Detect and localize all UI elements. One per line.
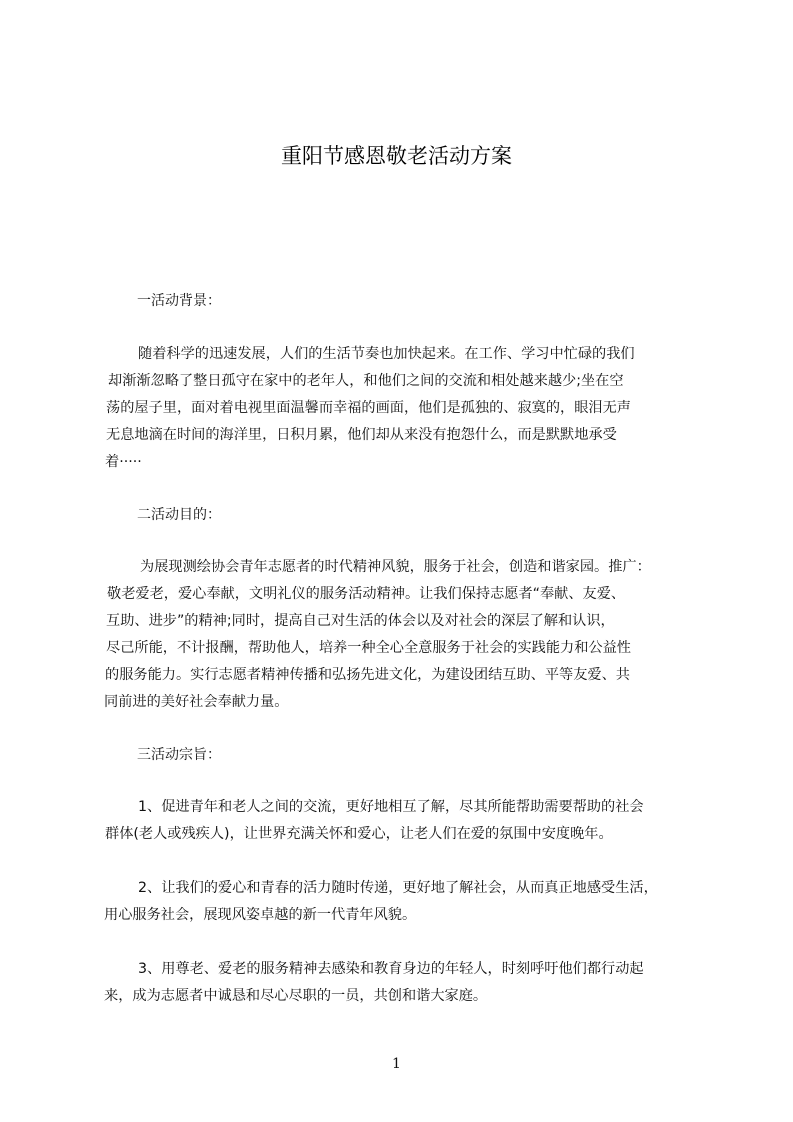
paragraph-line: 互助、进步”的精神;同时，提高自己对生活的体会以及对社会的深层了解和认识，	[106, 613, 615, 629]
paragraph-line: 1、促进青年和老人之间的交流，更好地相互了解，尽其所能帮助需要帮助的社会	[138, 799, 644, 815]
section-heading-background: 一活动背景：	[137, 293, 221, 309]
document-title: 重阳节感恩敬老活动方案	[281, 144, 512, 168]
section-heading-tenet: 三活动宗旨：	[137, 747, 221, 763]
paragraph-line: 无息地滴在时间的海洋里，日积月累，他们却从来没有抱怨什么，而是默默地承受	[106, 427, 617, 443]
paragraph-line: 随着科学的迅速发展，人们的生活节奏也加快起来。在工作、学习中忙碌的我们	[138, 346, 635, 362]
paragraph-line: 尽己所能，不计报酬，帮助他人，培养一种全心全意服务于社会的实践能力和公益性	[106, 640, 631, 656]
paragraph-line: 用心服务社会，展现风姿卓越的新一代青年风貌。	[104, 907, 417, 923]
paragraph-line: 的服务能力。实行志愿者精神传播和弘扬先进文化，为建设团结互助、平等友爱、共	[105, 667, 630, 683]
paragraph-line: 荡的屋子里，面对着电视里面温馨而幸福的画面，他们是孤独的、寂寞的，眼泪无声	[106, 400, 631, 416]
paragraph-line: 着·····	[105, 454, 142, 470]
paragraph-line: 同前进的美好社会奉献力量。	[104, 694, 289, 710]
paragraph-line: 却渐渐忽略了整日孤守在家中的老年人，和他们之间的交流和相处越来越少;坐在空	[108, 373, 624, 389]
paragraph-line: 来，成为志愿者中诚恳和尽心尽职的一员，共创和谐大家庭。	[104, 988, 488, 1004]
section-heading-purpose: 二活动目的：	[137, 507, 221, 523]
paragraph-line: 敬老爱老，爱心奉献，文明礼仪的服务活动精神。让我们保持志愿者“奉献、友爱、	[107, 586, 626, 602]
page-number: 1	[392, 1056, 401, 1072]
paragraph-line: 群体(老人或残疾人)，让世界充满关怀和爱心，让老人们在爱的氛围中安度晚年。	[105, 826, 613, 842]
paragraph-line: 为展现测绘协会青年志愿者的时代精神风貌，服务于社会，创造和谐家园。推广：	[140, 559, 651, 575]
paragraph-line: 2、让我们的爱心和青春的活力随时传递，更好地了解社会，从而真正地感受生活，	[138, 880, 658, 896]
paragraph-line: 3、用尊老、爱老的服务精神去感染和教育身边的年轻人，时刻呼吁他们都行动起	[138, 961, 644, 977]
